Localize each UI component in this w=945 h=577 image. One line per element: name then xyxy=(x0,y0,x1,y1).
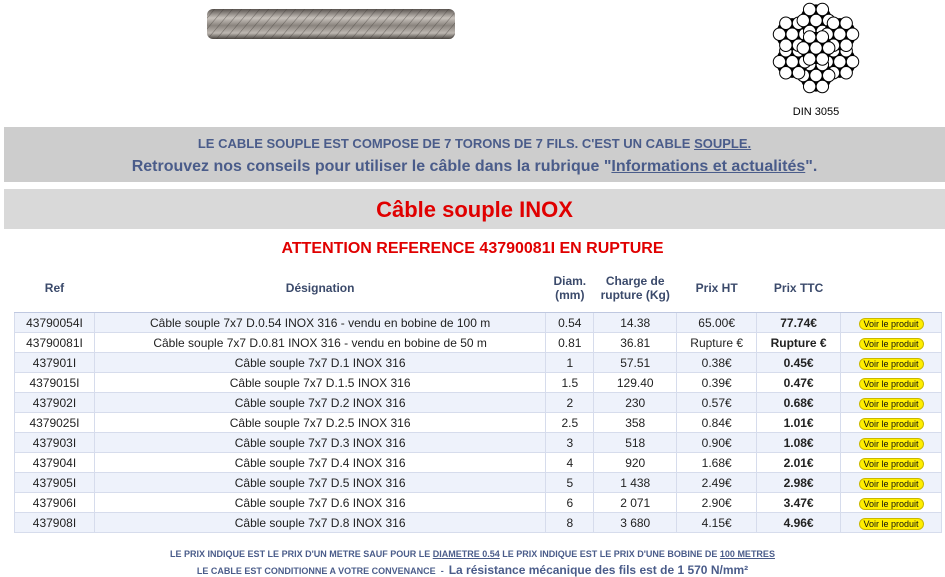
cell-charge: 358 xyxy=(594,413,677,433)
cell-action xyxy=(841,373,942,393)
cell-diam: 0.81 xyxy=(546,333,594,353)
cell-action xyxy=(841,353,942,373)
cell-action xyxy=(841,393,942,413)
table-row xyxy=(15,393,942,413)
cell-ref: 437904I xyxy=(15,453,95,473)
page-title: Câble souple INOX xyxy=(376,197,573,222)
cell-diam: 2 xyxy=(546,393,594,413)
souple-link[interactable]: SOUPLE. xyxy=(694,136,752,151)
cell-charge: 230 xyxy=(594,393,677,413)
cell-prix-ht: 0.39€ xyxy=(677,373,757,393)
table-row xyxy=(15,493,942,513)
cell-diam: 8 xyxy=(546,513,594,533)
cell-charge: 3 680 xyxy=(594,513,677,533)
col-header-ref: Ref xyxy=(15,264,95,313)
col-header-designation: Désignation xyxy=(94,264,545,313)
cell-designation: Câble souple 7x7 D.0.81 INOX 316 - vendu en bobine de 50 m xyxy=(94,333,545,353)
cell-prix-ht: 0.38€ xyxy=(677,353,757,373)
cell-diam: 4 xyxy=(546,453,594,473)
cell-charge: 36.81 xyxy=(594,333,677,353)
col-header-action xyxy=(841,264,942,313)
din-label: DIN 3055 xyxy=(792,106,840,118)
product-table xyxy=(14,264,942,533)
cell-diam: 1.5 xyxy=(546,373,594,393)
cell-prix-ht: 1.68€ xyxy=(677,453,757,473)
info-line-composition: LE CABLE SOUPLE EST COMPOSE DE 7 TORONS DE 7 FILS. C'EST UN CABLE SOUPLE. xyxy=(197,136,752,151)
cell-prix-ht: 65.00€ xyxy=(677,313,757,333)
cell-action xyxy=(841,493,942,513)
cell-prix-ht: Rupture € xyxy=(677,333,757,353)
cell-action xyxy=(841,453,942,473)
voir-le-produit-button[interactable]: Voir le produit xyxy=(859,518,924,530)
informations-actualites-link[interactable]: Informations et actualités xyxy=(611,158,806,175)
cell-designation: Câble souple 7x7 D.3 INOX 316 xyxy=(94,433,545,453)
cell-designation: Câble souple 7x7 D.6 INOX 316 xyxy=(94,493,545,513)
cell-ref: 437906I xyxy=(15,493,95,513)
cell-designation: Câble souple 7x7 D.0.54 INOX 316 - vendu en bobine de 100 m xyxy=(94,313,545,333)
cell-ref: 437902I xyxy=(15,393,95,413)
voir-le-produit-button[interactable]: Voir le produit xyxy=(859,478,924,490)
cell-action xyxy=(841,333,942,353)
cell-prix-ttc: 2.98€ xyxy=(757,473,841,493)
diametre-link[interactable]: DIAMETRE 0.54 xyxy=(432,549,500,559)
cell-charge: 14.38 xyxy=(594,313,677,333)
voir-le-produit-button[interactable]: Voir le produit xyxy=(859,318,924,330)
cell-prix-ht: 2.90€ xyxy=(677,493,757,513)
cell-prix-ht: 4.15€ xyxy=(677,513,757,533)
cell-diam: 0.54 xyxy=(546,313,594,333)
cell-prix-ttc: 0.47€ xyxy=(757,373,841,393)
cable-photo xyxy=(207,7,455,41)
info-line-advice: Retrouvez nos conseils pour utiliser le câble dans la rubrique "Informations et actualités". xyxy=(131,158,818,175)
voir-le-produit-button[interactable]: Voir le produit xyxy=(859,338,924,350)
cell-diam: 2.5 xyxy=(546,413,594,433)
cell-diam: 5 xyxy=(546,473,594,493)
voir-le-produit-button[interactable]: Voir le produit xyxy=(859,358,924,370)
cell-action xyxy=(841,313,942,333)
cell-designation: Câble souple 7x7 D.5 INOX 316 xyxy=(94,473,545,493)
cell-action xyxy=(841,473,942,493)
cell-diam: 3 xyxy=(546,433,594,453)
voir-le-produit-button[interactable]: Voir le produit xyxy=(859,398,924,410)
cell-charge: 920 xyxy=(594,453,677,473)
bobine-link[interactable]: 100 METRES xyxy=(719,549,775,559)
table-row xyxy=(15,313,942,333)
cell-prix-ttc: 3.47€ xyxy=(757,493,841,513)
cell-action xyxy=(841,513,942,533)
cell-ref: 43790054I xyxy=(15,313,95,333)
voir-le-produit-button[interactable]: Voir le produit xyxy=(859,458,924,470)
cell-designation: Câble souple 7x7 D.1 INOX 316 xyxy=(94,353,545,373)
cell-designation: Câble souple 7x7 D.2 INOX 316 xyxy=(94,393,545,413)
cell-ref: 437908I xyxy=(15,513,95,533)
cell-prix-ttc: 2.01€ xyxy=(757,453,841,473)
cross-section-icon xyxy=(760,0,872,104)
cell-designation: Câble souple 7x7 D.4 INOX 316 xyxy=(94,453,545,473)
cell-prix-ttc: 4.96€ xyxy=(757,513,841,533)
footer-price-note: LE PRIX INDIQUE EST LE PRIX D'UN METRE SAUF POUR LE DIAMETRE 0.54 LE PRIX INDIQUE EST LE PRIX D'UNE BOBINE DE 100 METRES xyxy=(170,549,775,559)
table-row xyxy=(15,433,942,453)
cell-charge: 2 071 xyxy=(594,493,677,513)
table-row xyxy=(15,413,942,433)
voir-le-produit-button[interactable]: Voir le produit xyxy=(859,498,924,510)
cell-prix-ht: 0.90€ xyxy=(677,433,757,453)
cell-charge: 518 xyxy=(594,433,677,453)
col-header-prix-ttc: Prix TTC xyxy=(757,264,841,313)
table-row xyxy=(15,373,942,393)
footer-conditioning-note: LE CABLE EST CONDITIONNE A VOTRE CONVENANCE - La résistance mécanique des fils est de 1 570 N/mm² xyxy=(196,563,749,577)
cell-prix-ttc: 1.01€ xyxy=(757,413,841,433)
col-header-diam: Diam. (mm) xyxy=(546,264,594,313)
cell-diam: 6 xyxy=(546,493,594,513)
table-row xyxy=(15,513,942,533)
cell-prix-ht: 0.57€ xyxy=(677,393,757,413)
info-banner xyxy=(4,127,945,182)
cell-prix-ttc: 0.68€ xyxy=(757,393,841,413)
cell-charge: 1 438 xyxy=(594,473,677,493)
cell-designation: Câble souple 7x7 D.8 INOX 316 xyxy=(94,513,545,533)
cell-diam: 1 xyxy=(546,353,594,373)
cell-prix-ttc: 77.74€ xyxy=(757,313,841,333)
cell-prix-ttc: Rupture € xyxy=(757,333,841,353)
voir-le-produit-button[interactable]: Voir le produit xyxy=(859,418,924,430)
cell-ref: 437901I xyxy=(15,353,95,373)
cell-action xyxy=(841,433,942,453)
cell-action xyxy=(841,413,942,433)
cell-prix-ttc: 1.08€ xyxy=(757,433,841,453)
voir-le-produit-button[interactable]: Voir le produit xyxy=(859,438,924,450)
product-rows xyxy=(15,313,942,533)
cell-prix-ttc: 0.45€ xyxy=(757,353,841,373)
cell-designation: Câble souple 7x7 D.2.5 INOX 316 xyxy=(94,413,545,433)
table-row xyxy=(15,333,942,353)
cell-prix-ht: 2.49€ xyxy=(677,473,757,493)
cell-ref: 4379015I xyxy=(15,373,95,393)
col-header-charge: Charge de rupture (Kg) xyxy=(594,264,677,313)
table-row xyxy=(15,473,942,493)
cell-charge: 129.40 xyxy=(594,373,677,393)
voir-le-produit-button[interactable]: Voir le produit xyxy=(859,378,924,390)
table-row xyxy=(15,453,942,473)
cell-ref: 437905I xyxy=(15,473,95,493)
title-banner xyxy=(4,189,945,229)
cell-charge: 57.51 xyxy=(594,353,677,373)
col-header-prix-ht: Prix HT xyxy=(677,264,757,313)
cell-ref: 437903I xyxy=(15,433,95,453)
cell-ref: 4379025I xyxy=(15,413,95,433)
cell-designation: Câble souple 7x7 D.1.5 INOX 316 xyxy=(94,373,545,393)
cell-prix-ht: 0.84€ xyxy=(677,413,757,433)
rupture-warning: ATTENTION REFERENCE 43790081I EN RUPTURE xyxy=(281,240,664,257)
cell-ref: 43790081I xyxy=(15,333,95,353)
table-row xyxy=(15,353,942,373)
table-header-row xyxy=(15,264,942,313)
cable-cross-section-diagram xyxy=(760,0,872,122)
